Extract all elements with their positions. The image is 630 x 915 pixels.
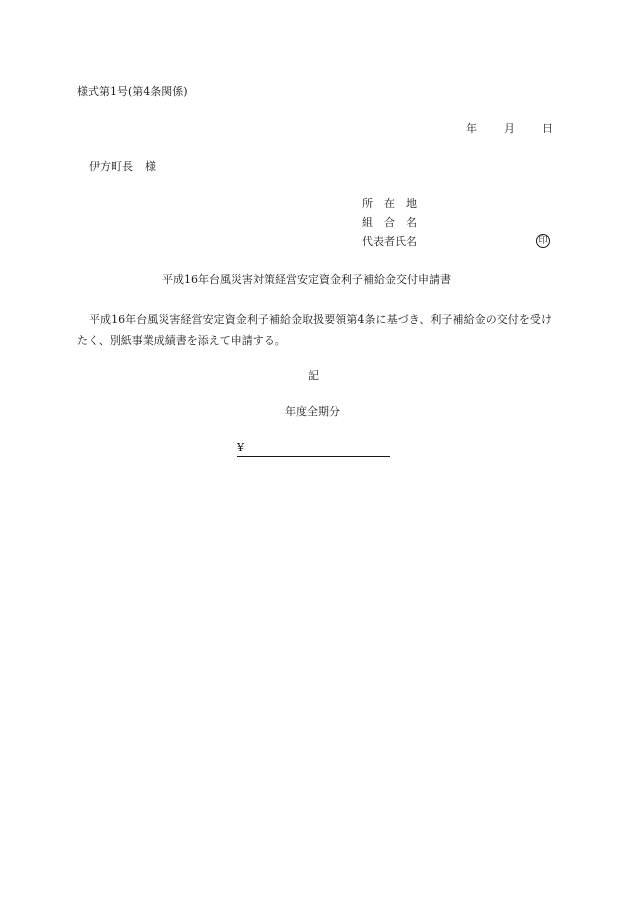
date-month: 月: [504, 122, 515, 135]
amount-prefix: ¥: [237, 441, 244, 454]
date-line: [466, 122, 553, 136]
date-day: 日: [542, 122, 553, 135]
applicant-address-label: [362, 197, 417, 211]
date-year: 年: [466, 122, 477, 135]
applicant-union-char: 組: [362, 216, 373, 229]
applicant-union-label: [362, 216, 417, 230]
addressee-honorific: 様: [145, 160, 156, 173]
addressee-name: 伊方町長: [89, 160, 133, 173]
period-label: 年度全期分: [285, 405, 340, 418]
amount-line: [237, 441, 390, 457]
applicant-address-char: 在: [384, 197, 395, 210]
body-text: 平成16年台風災害経営安定資金利子補給金取扱要領第4条に基づき、利子補給金の交付を受けたく、別紙事業成績書を添えて申請する。: [77, 313, 552, 347]
seal-mark: 印: [536, 234, 550, 248]
addressee: [89, 160, 156, 174]
document-title: 平成16年台風災害対策経営安定資金利子補給金交付申請書: [162, 273, 451, 286]
applicant-union-char: 名: [406, 216, 417, 229]
applicant-representative-label: 代表者氏名: [362, 235, 417, 248]
applicant-address-char: 地: [406, 197, 417, 210]
applicant-union-char: 合: [384, 216, 395, 229]
form-number: 様式第1号(第4条関係): [77, 85, 188, 98]
applicant-address-char: 所: [362, 197, 373, 210]
ki-mark: 記: [308, 369, 319, 382]
